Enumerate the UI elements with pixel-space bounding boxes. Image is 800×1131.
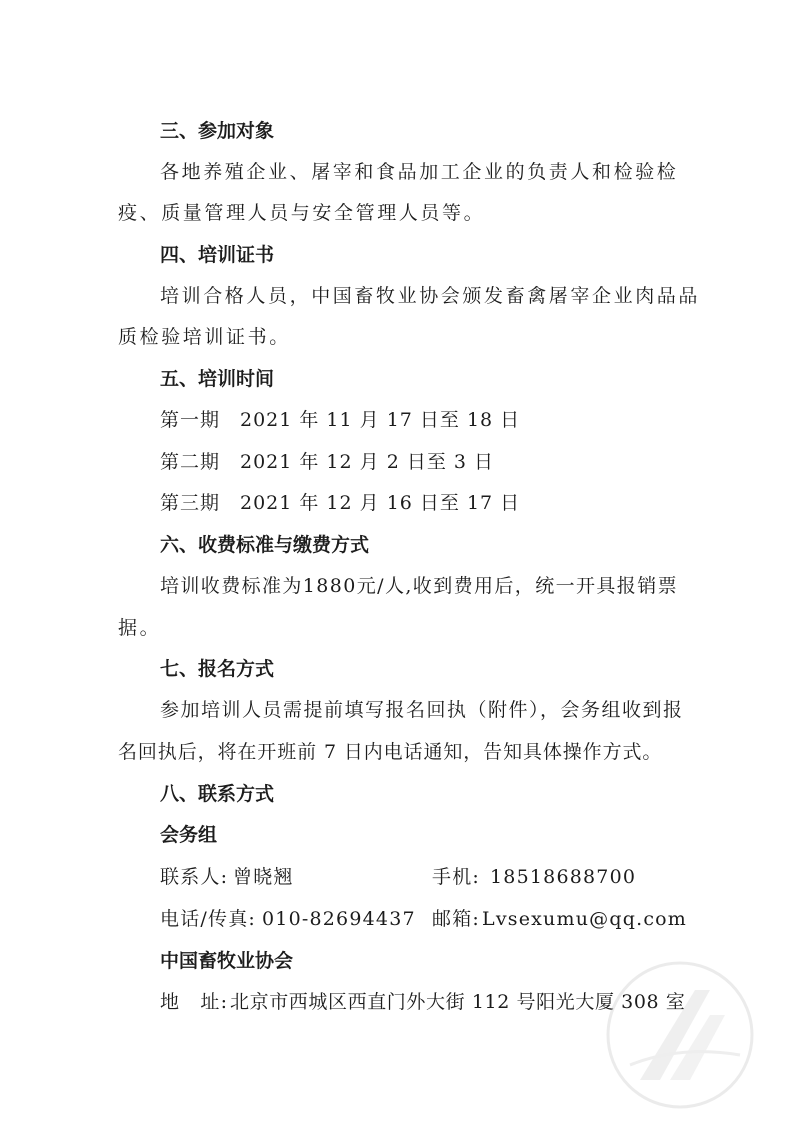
section-heading-fees: 六、收费标准与缴费方式 bbox=[160, 534, 370, 556]
phone-fax-label: 电话/传真: bbox=[160, 908, 257, 930]
section-heading-registration: 七、报名方式 bbox=[160, 658, 275, 680]
period-date: 2021 年 11 月 17 日至 18 日 bbox=[240, 409, 521, 431]
paragraph-line: 据。 bbox=[118, 617, 162, 639]
period-label: 第三期 bbox=[160, 492, 221, 514]
contact-person-value: 曾晓翘 bbox=[233, 866, 294, 888]
paragraph-line: 参加培训人员需提前填写报名回执（附件），会务组收到报 bbox=[160, 699, 684, 721]
address-value: 北京市西城区西直门外大街 112 号阳光大厦 308 室 bbox=[230, 991, 686, 1013]
paragraph-line: 培训合格人员，中国畜牧业协会颁发畜禽屠宰企业肉品品 bbox=[160, 285, 701, 307]
email-label: 邮箱: bbox=[432, 908, 481, 930]
period-label: 第二期 bbox=[160, 451, 221, 473]
contact-group-name: 会务组 bbox=[160, 824, 218, 846]
association-logo-watermark-icon bbox=[600, 955, 760, 1115]
email-value: Lvsexumu@qq.com bbox=[482, 908, 688, 930]
paragraph-line: 培训收费标准为1880元/人,收到费用后，统一开具报销票 bbox=[160, 575, 678, 597]
period-label: 第一期 bbox=[160, 409, 221, 431]
section-heading-participants: 三、参加对象 bbox=[160, 120, 275, 142]
organization-name: 中国畜牧业协会 bbox=[160, 950, 294, 972]
phone-fax-value: 010-82694437 bbox=[262, 908, 416, 930]
paragraph-line: 名回执后，将在开班前 7 日内电话通知，告知具体操作方式。 bbox=[118, 741, 663, 763]
section-heading-certificate: 四、培训证书 bbox=[160, 244, 275, 266]
contact-person-label: 联系人: bbox=[160, 866, 229, 888]
section-heading-schedule: 五、培训时间 bbox=[160, 368, 275, 390]
period-date: 2021 年 12 月 16 日至 17 日 bbox=[240, 492, 521, 514]
period-date: 2021 年 12 月 2 日至 3 日 bbox=[240, 451, 494, 473]
paragraph-line: 各地养殖企业、屠宰和食品加工企业的负责人和检验检 bbox=[160, 161, 679, 183]
address-label: 地 址: bbox=[160, 991, 229, 1013]
mobile-value: 18518688700 bbox=[490, 866, 637, 888]
paragraph-line: 疫、质量管理人员与安全管理人员等。 bbox=[118, 202, 486, 224]
mobile-label: 手机: bbox=[432, 866, 481, 888]
paragraph-line: 质检验培训证书。 bbox=[118, 326, 291, 348]
section-heading-contact: 八、联系方式 bbox=[160, 783, 275, 805]
